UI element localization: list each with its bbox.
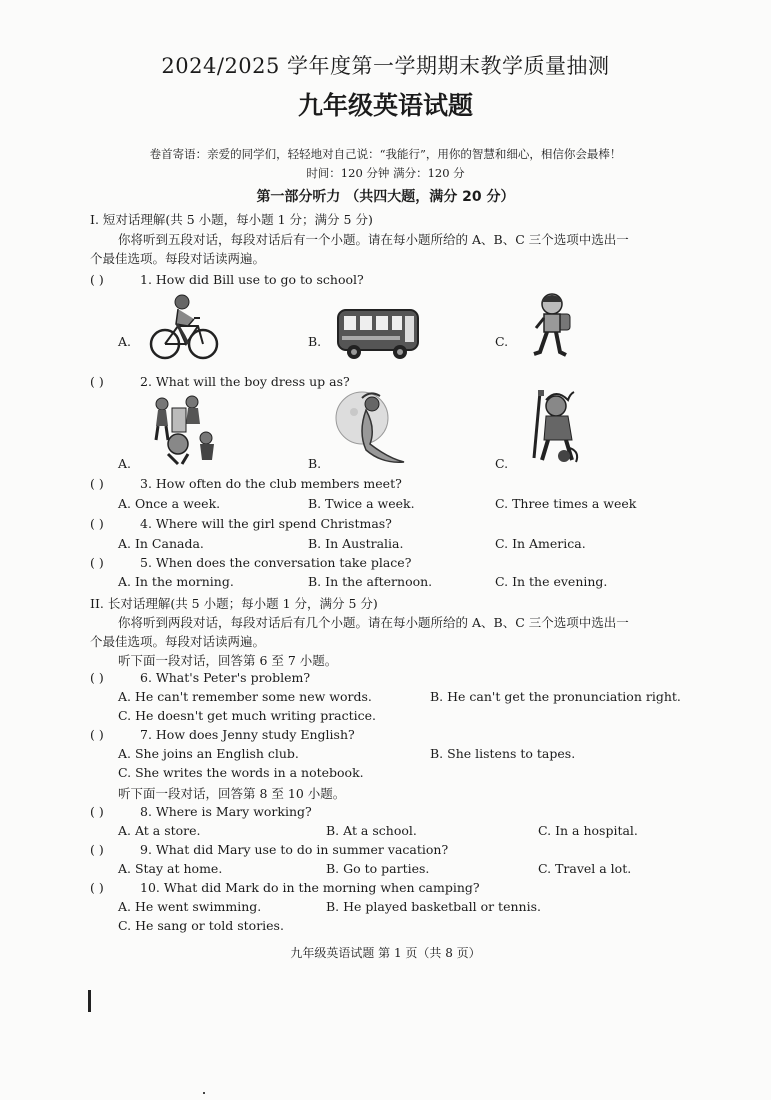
- q4-option-c: C. In America.: [495, 536, 586, 551]
- q6-option-b: B. He can't get the pronunciation right.: [430, 689, 681, 704]
- answer-blank-q6[interactable]: ( ): [90, 670, 104, 685]
- q9-option-a: A. Stay at home.: [118, 861, 223, 876]
- exam-subtitle: 九年级英语试题: [297, 91, 473, 120]
- q5-option-a: A. In the morning.: [118, 574, 234, 589]
- q8-option-c: C. In a hospital.: [538, 823, 638, 838]
- section1-heading: I. 短对话理解(共 5 小题，每小题 1 分；满分 5 分): [90, 212, 373, 227]
- lion-dance-group-icon: [148, 394, 220, 466]
- page-footer: 九年级英语试题 第 1 页（共 8 页）: [290, 946, 481, 960]
- q1-option-b-label: B.: [308, 334, 322, 349]
- question-7: 7. How does Jenny study English?: [140, 727, 355, 742]
- answer-blank-q3[interactable]: ( ): [90, 476, 104, 491]
- q3-option-c: C. Three times a week: [495, 496, 637, 511]
- section2-instruction-1: 你将听到两段对话，每段对话后有几个小题。请在每小题所给的 A、B、C 三个选项中选出一: [118, 615, 629, 630]
- bicycle-rider-icon: [148, 292, 220, 362]
- answer-blank-q2[interactable]: ( ): [90, 374, 104, 389]
- q2-option-a-label: A.: [118, 456, 132, 471]
- listen-instruction-8-10: 听下面一段对话，回答第 8 至 10 小题。: [118, 786, 346, 801]
- q6-option-a: A. He can't remember some new words.: [118, 689, 372, 704]
- q2-option-b-label: B.: [308, 456, 322, 471]
- q9-option-b: B. Go to parties.: [326, 861, 430, 876]
- answer-blank-q10[interactable]: ( ): [90, 880, 104, 895]
- q5-option-c: C. In the evening.: [495, 574, 608, 589]
- section1-instruction-2: 个最佳选项。每段对话读两遍。: [90, 251, 266, 266]
- answer-blank-q5[interactable]: ( ): [90, 555, 104, 570]
- answer-blank-q9[interactable]: ( ): [90, 842, 104, 857]
- q7-option-a: A. She joins an English club.: [118, 746, 299, 761]
- question-9: 9. What did Mary use to do in summer vacation?: [140, 842, 449, 857]
- monkey-king-icon: [520, 388, 584, 468]
- listen-instruction-6-7: 听下面一段对话，回答第 6 至 7 小题。: [118, 653, 338, 668]
- q4-option-b: B. In Australia.: [308, 536, 404, 551]
- q8-option-a: A. At a store.: [118, 823, 201, 838]
- part-heading: 第一部分听力 （共四大题，满分 20 分）: [256, 189, 515, 205]
- q9-option-c: C. Travel a lot.: [538, 861, 632, 876]
- answer-blank-q8[interactable]: ( ): [90, 804, 104, 819]
- question-1: 1. How did Bill use to go to school?: [140, 272, 364, 287]
- walking-boy-icon: [530, 292, 574, 362]
- q1-option-c-label: C.: [495, 334, 509, 349]
- q10-option-b: B. He played basketball or tennis.: [326, 899, 541, 914]
- q5-option-b: B. In the afternoon.: [308, 574, 433, 589]
- section2-instruction-2: 个最佳选项。每段对话读两遍。: [90, 634, 266, 649]
- time-info: 时间：120 分钟 满分：120 分: [306, 166, 465, 180]
- q7-option-c: C. She writes the words in a notebook.: [118, 765, 364, 780]
- question-5: 5. When does the conversation take place?: [140, 555, 412, 570]
- q3-option-b: B. Twice a week.: [308, 496, 415, 511]
- answer-blank-q7[interactable]: ( ): [90, 727, 104, 742]
- question-8: 8. Where is Mary working?: [140, 804, 312, 819]
- question-2: 2. What will the boy dress up as?: [140, 374, 350, 389]
- section1-instruction-1: 你将听到五段对话，每段对话后有一个小题。请在每小题所给的 A、B、C 三个选项中选出一: [118, 232, 629, 247]
- question-3: 3. How often do the club members meet?: [140, 476, 402, 491]
- section2-heading: II. 长对话理解(共 5 小题；每小题 1 分，满分 5 分): [90, 596, 378, 611]
- motto-text: 卷首寄语：亲爱的同学们，轻轻地对自己说：“我能行”，用你的智慧和细心，相信你会最棒！: [149, 147, 622, 161]
- bus-icon: [336, 306, 421, 362]
- question-6: 6. What's Peter's problem?: [140, 670, 311, 685]
- question-10: 10. What did Mark do in the morning when camping?: [140, 880, 480, 895]
- moon-goddess-icon: [332, 388, 414, 468]
- q10-option-a: A. He went swimming.: [118, 899, 262, 914]
- q3-option-a: A. Once a week.: [118, 496, 221, 511]
- exam-title: 2024/2025 学年度第一学期期末教学质量抽测: [161, 54, 610, 78]
- scan-dot: [203, 1092, 205, 1094]
- answer-blank-q1[interactable]: ( ): [90, 272, 104, 287]
- q6-option-c: C. He doesn't get much writing practice.: [118, 708, 377, 723]
- answer-blank-q4[interactable]: ( ): [90, 516, 104, 531]
- question-4: 4. Where will the girl spend Christmas?: [140, 516, 392, 531]
- q10-option-c: C. He sang or told stories.: [118, 918, 284, 933]
- q7-option-b: B. She listens to tapes.: [430, 746, 576, 761]
- scan-mark: [88, 990, 91, 1012]
- q8-option-b: B. At a school.: [326, 823, 417, 838]
- q4-option-a: A. In Canada.: [118, 536, 204, 551]
- q1-option-a-label: A.: [118, 334, 132, 349]
- q2-option-c-label: C.: [495, 456, 509, 471]
